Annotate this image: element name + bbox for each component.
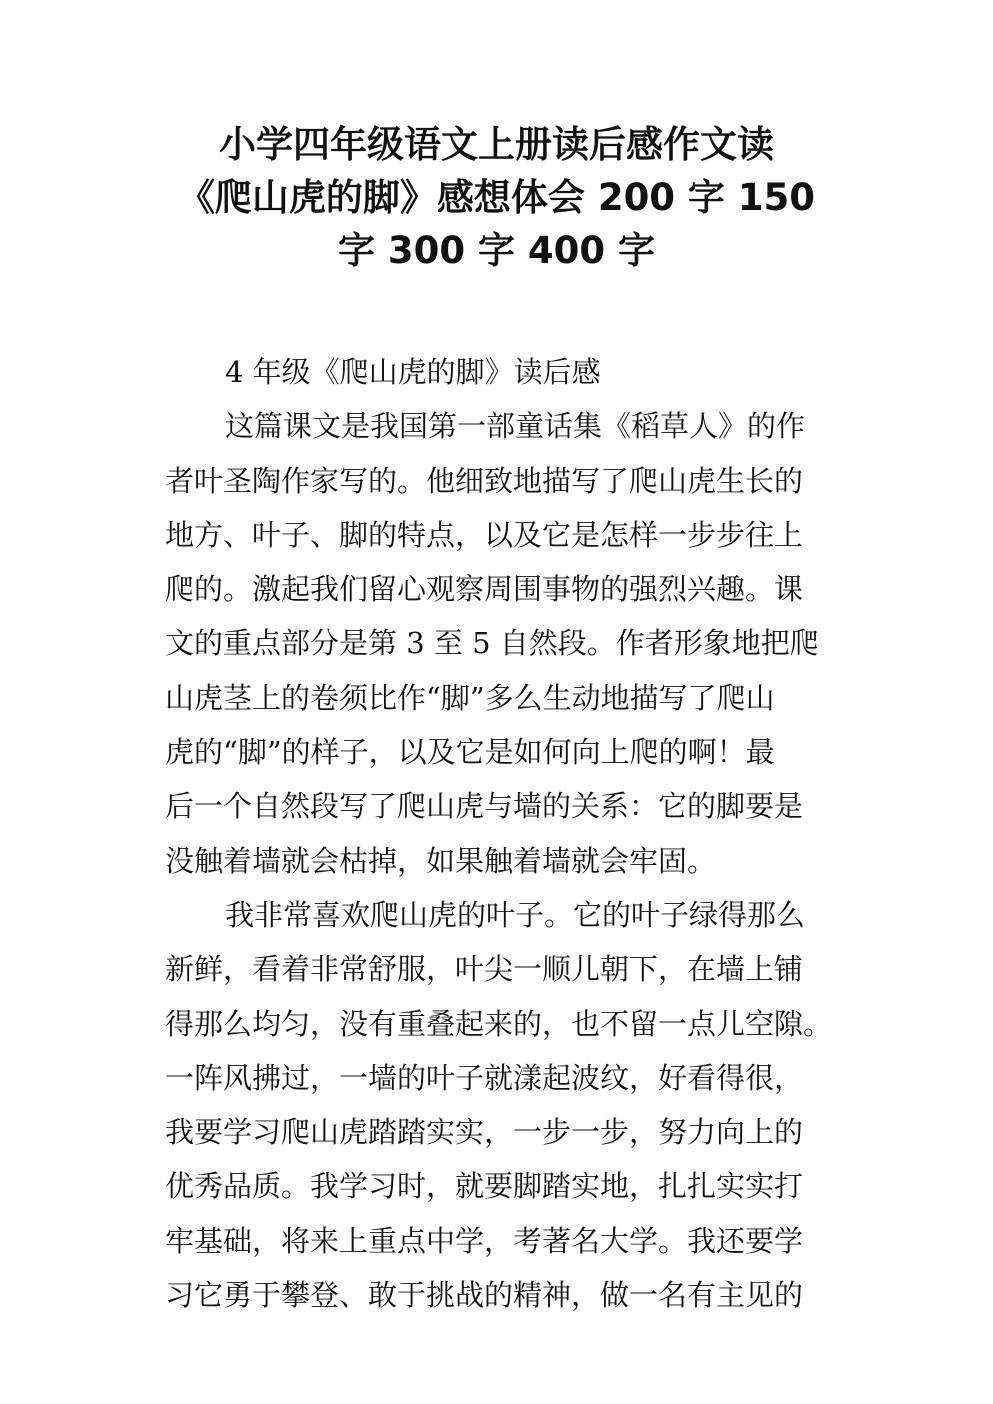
text-line: 爬的。激起我们留心观察周围事物的强烈兴趣。课 [165,572,804,607]
text-line: 得那么均匀，没有重叠起来的，也不留一点儿空隙。 [165,1006,833,1041]
document-body [165,345,845,1322]
text-line: 我非常喜欢爬山虎的叶子。它的叶子绿得那么 [225,897,806,932]
text-line: 习它勇于攀登、敢于挑战的精神，做一名有主见的 [165,1278,804,1313]
text-line: 山虎茎上的卷须比作“脚”多么生动地描写了爬山 [165,680,775,715]
paragraph-1 [165,399,845,888]
text-line: 虎的“脚”的样子，以及它是如何向上爬的啊！最 [165,735,775,770]
title-line: 小学四年级语文上册读后感作文读 [219,123,774,166]
text-line: 者叶圣陶作家写的。他细致地描写了爬山虎生长的 [165,463,804,498]
section-heading: 4 年级《爬山虎的脚》读后感 [225,355,601,389]
text-line: 地方、叶子、脚的特点，以及它是怎样一步步往上 [165,517,804,552]
text-line: 一阵风拂过，一墙的叶子就漾起波纹，好看得很， [165,1060,804,1095]
title-line: 《爬山虎的脚》感想体会 200 字 150 [177,176,816,219]
paragraph-2 [165,888,845,1322]
text-line: 文的重点部分是第 3 至 5 自然段。作者形象地把爬 [165,626,819,661]
document-title [150,118,843,277]
text-line: 新鲜，看着非常舒服，叶尖一顺儿朝下，在墙上铺 [165,952,804,987]
title-line: 字 300 字 400 字 [338,229,655,272]
text-line: 牢基础，将来上重点中学，考著名大学。我还要学 [165,1223,804,1258]
text-line: 我要学习爬山虎踏踏实实，一步一步，努力向上的 [165,1115,804,1150]
text-line: 没触着墙就会枯掉，如果触着墙就会牢固。 [165,843,717,878]
text-line: 优秀品质。我学习时，就要脚踏实地，扎扎实实打 [165,1169,804,1204]
text-line: 后一个自然段写了爬山虎与墙的关系：它的脚要是 [165,789,804,824]
text-line: 这篇课文是我国第一部童话集《稻草人》的作 [225,409,806,444]
